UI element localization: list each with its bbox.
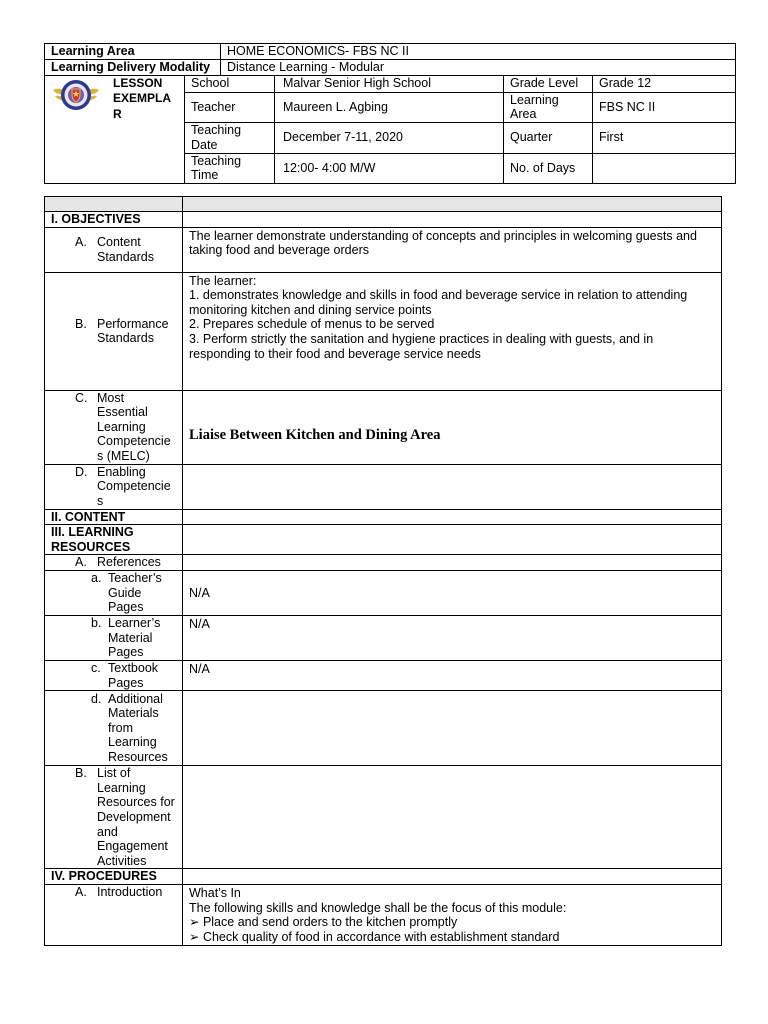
school-row <box>45 75 736 92</box>
references-blank-cell <box>183 555 722 571</box>
melc-label-cell <box>45 390 183 464</box>
lesson-exemplar-header-cell <box>45 75 185 183</box>
list-marker: b. <box>91 616 102 631</box>
teaching-date-value: December 7-11, 2020 <box>275 122 504 153</box>
content-heading: II. CONTENT <box>45 509 183 525</box>
header-cell-left <box>45 197 183 212</box>
introduction-bullet: ➢ Check quality of food in accordance with establishment standard <box>189 929 560 944</box>
grade-level-label: Grade Level <box>504 75 593 92</box>
list-marker: D. <box>75 464 88 479</box>
list-marker: C. <box>75 390 88 405</box>
header-cell-right <box>183 197 722 212</box>
introduction-text <box>183 884 722 945</box>
teaching-time-value: 12:00- 4:00 M/W <box>275 153 504 183</box>
learners-material-label-cell <box>45 615 183 660</box>
objectives-heading: I. OBJECTIVES <box>45 212 183 228</box>
content-text <box>183 509 722 525</box>
enabling-competencies-text <box>183 464 722 509</box>
performance-line: 1. demonstrates knowledge and skills in food and beverage service in relation to attending monitoring kitchen and dining service points <box>189 288 688 317</box>
list-item <box>45 692 182 765</box>
introduction-line: The following skills and knowledge shall be the focus of this module: <box>189 900 567 915</box>
learning-resources-row <box>45 525 722 555</box>
list-item <box>45 885 182 900</box>
content-row <box>45 509 722 525</box>
list-item <box>45 391 182 464</box>
additional-materials-label: Additional Materials from Learning Resources <box>108 691 168 765</box>
content-standards-row <box>45 227 722 272</box>
learning-area-label: Learning Area <box>45 44 221 60</box>
delivery-modality-label: Learning Delivery Modality <box>45 60 221 76</box>
lesson-plan-table <box>44 196 722 946</box>
list-item <box>45 465 182 509</box>
document-title: LESSON EXEMPLAR <box>113 75 172 121</box>
references-row <box>45 555 722 571</box>
melc-text: Liaise Between Kitchen and Dining Area <box>183 390 722 464</box>
textbook-label: Textbook Pages <box>108 660 159 690</box>
list-item <box>45 555 182 570</box>
learning-area-row <box>45 44 736 60</box>
learning-resources-blank-cell <box>183 525 722 555</box>
references-label-cell <box>45 555 183 571</box>
enabling-competencies-label-cell <box>45 464 183 509</box>
subject-area-value: FBS NC II <box>593 92 736 122</box>
list-item <box>45 317 182 346</box>
resource-list-value <box>183 766 722 869</box>
melc-row <box>45 390 722 464</box>
content-standards-text: The learner demonstrate understanding of concepts and principles in welcoming guests and taking food and beverage orders <box>183 227 722 272</box>
school-value: Malvar Senior High School <box>275 75 504 92</box>
teaching-time-label: Teaching Time <box>185 153 275 183</box>
introduction-line: What’s In <box>189 885 241 900</box>
additional-materials-value <box>183 691 722 766</box>
list-marker: B. <box>75 316 87 331</box>
enabling-competencies-label: Enabling Competencies <box>97 464 171 508</box>
additional-materials-row <box>45 691 722 766</box>
resource-list-row <box>45 766 722 869</box>
list-item <box>45 616 182 660</box>
performance-line: The learner: <box>189 273 257 288</box>
procedures-row <box>45 869 722 885</box>
list-marker: A. <box>75 555 87 570</box>
performance-standards-row <box>45 272 722 390</box>
quarter-value: First <box>593 122 736 153</box>
number-of-days-value <box>593 153 736 183</box>
learning-resources-heading: III. LEARNING RESOURCES <box>45 525 183 555</box>
procedures-heading: IV. PROCEDURES <box>45 869 183 885</box>
list-marker: a. <box>91 571 102 586</box>
list-marker: c. <box>91 660 101 675</box>
header-brand <box>45 76 184 182</box>
teacher-value: Maureen L. Agbing <box>275 92 504 122</box>
grade-level-value: Grade 12 <box>593 75 736 92</box>
teachers-guide-value: N/A <box>183 570 722 615</box>
teachers-guide-label-cell <box>45 570 183 615</box>
melc-label: Most Essential Learning Competencies (MELC) <box>97 390 171 463</box>
list-item <box>45 571 182 615</box>
textbook-label-cell <box>45 660 183 690</box>
list-item <box>45 235 182 264</box>
list-marker: A. <box>75 884 87 899</box>
introduction-label-cell <box>45 884 183 945</box>
quarter-label: Quarter <box>504 122 593 153</box>
learning-area-value: HOME ECONOMICS- FBS NC II <box>221 44 736 60</box>
resource-list-label: List of Learning Resources for Development and Engagement Activities <box>97 766 175 868</box>
teachers-guide-label: Teacher’s Guide Pages <box>108 571 162 615</box>
performance-line: 3. Perform strictly the sanitation and hygiene practices in dealing with guests, and in responding to their food and beverage service needs <box>189 331 654 361</box>
introduction-bullet: ➢ Place and send orders to the kitchen promptly <box>189 915 458 930</box>
list-item <box>45 766 182 868</box>
teaching-date-label: Teaching Date <box>185 122 275 153</box>
performance-line: 2. Prepares schedule of menus to be served <box>189 317 435 332</box>
list-item <box>45 661 182 690</box>
school-label: School <box>185 75 275 92</box>
school-seal-icon <box>51 78 101 112</box>
list-marker: d. <box>91 691 102 706</box>
performance-standards-label: Performance Standards <box>97 316 169 346</box>
list-marker: A. <box>75 235 87 249</box>
learners-material-label: Learner’s Material Pages <box>108 616 161 660</box>
textbook-row <box>45 660 722 690</box>
teacher-label: Teacher <box>185 92 275 122</box>
introduction-label: Introduction <box>97 884 163 899</box>
teachers-guide-row <box>45 570 722 615</box>
additional-materials-label-cell <box>45 691 183 766</box>
performance-standards-label-cell <box>45 272 183 390</box>
learners-material-row <box>45 615 722 660</box>
number-of-days-label: No. of Days <box>504 153 593 183</box>
delivery-modality-value: Distance Learning - Modular <box>221 60 736 76</box>
learners-material-value: N/A <box>183 615 722 660</box>
content-standards-label: Content Standards <box>97 235 154 264</box>
table-header-row <box>45 197 722 212</box>
textbook-value: N/A <box>183 660 722 690</box>
enabling-competencies-row <box>45 464 722 509</box>
introduction-row <box>45 884 722 945</box>
content-standards-label-cell <box>45 227 183 272</box>
references-label: References <box>97 555 161 570</box>
list-marker: B. <box>75 766 87 781</box>
lesson-info-table <box>44 43 736 184</box>
objectives-blank-cell <box>183 212 722 228</box>
procedures-blank-cell <box>183 869 722 885</box>
delivery-modality-row <box>45 60 736 76</box>
objectives-row <box>45 212 722 228</box>
performance-standards-text <box>183 272 722 390</box>
resource-list-label-cell <box>45 766 183 869</box>
subject-area-label: Learning Area <box>504 92 593 122</box>
